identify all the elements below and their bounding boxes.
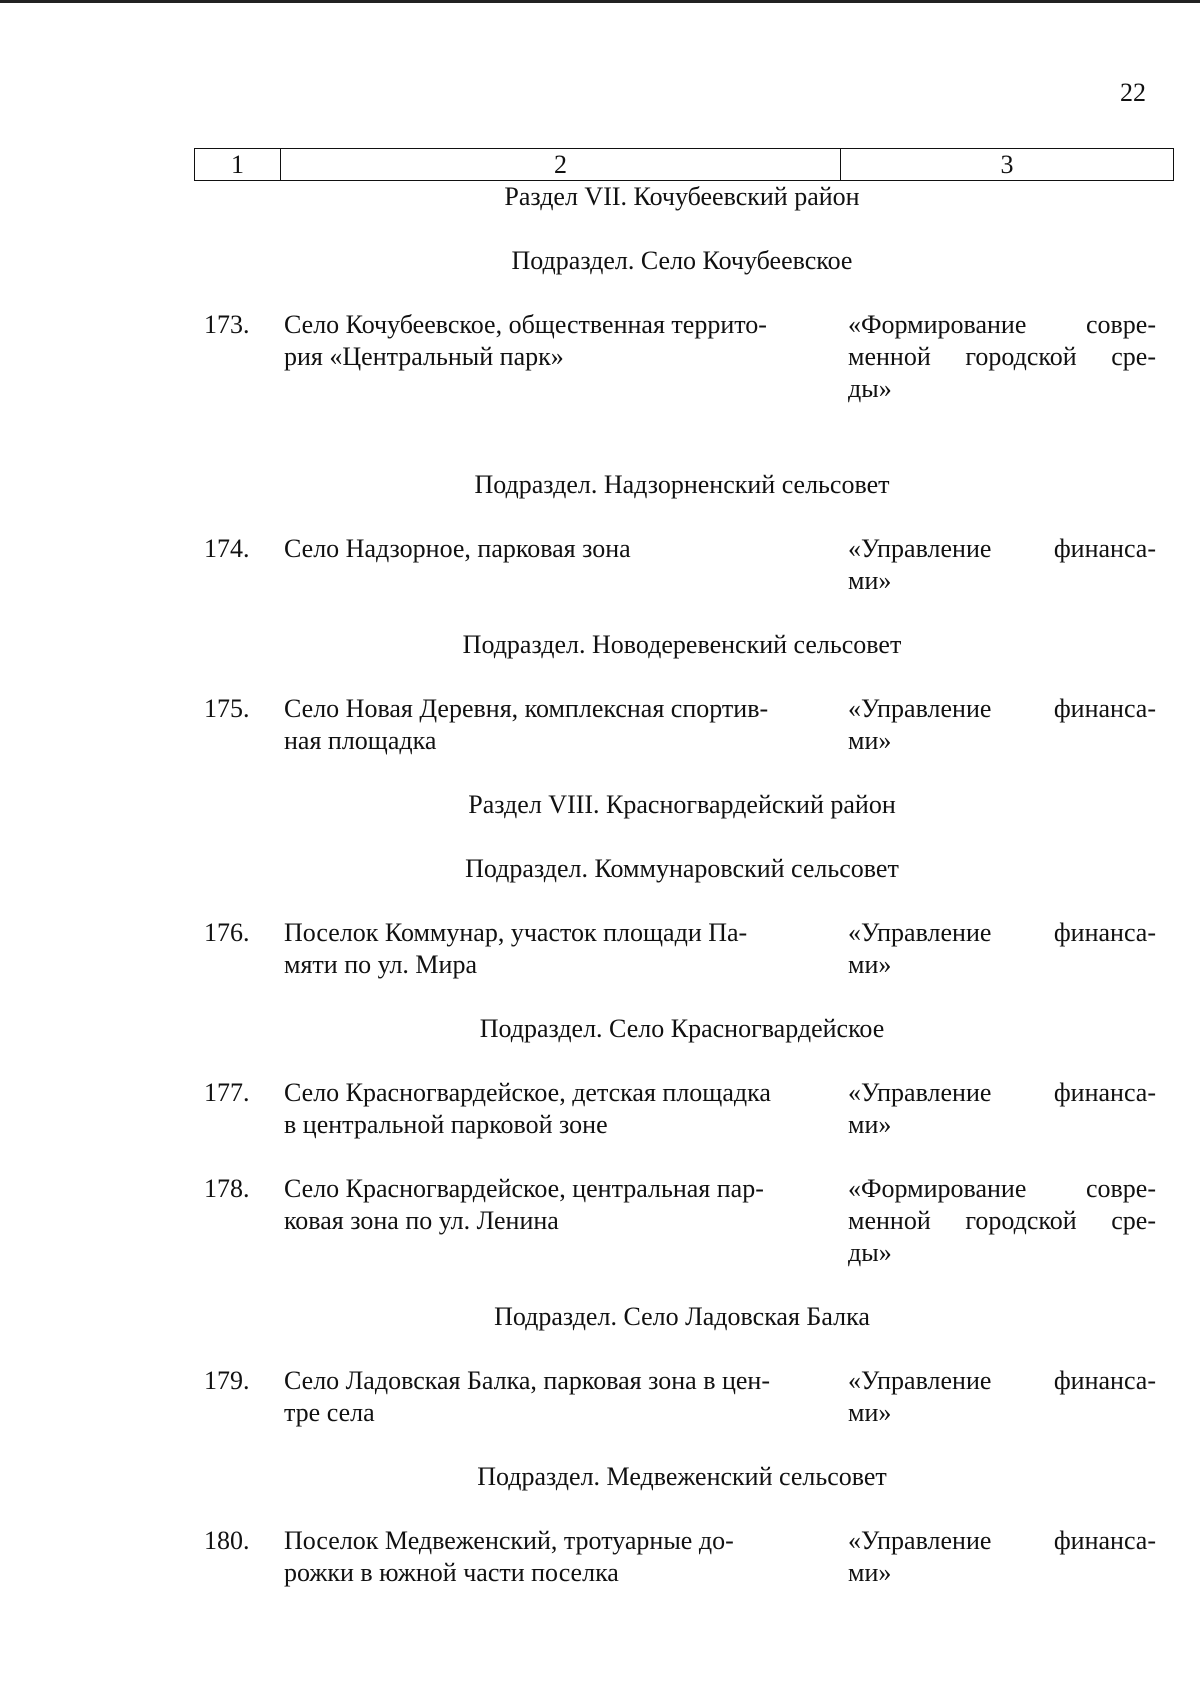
program-word: менной	[848, 1206, 931, 1235]
description-line: Село Кочубеевское, общественная террито-	[284, 310, 767, 339]
program-word: ды»	[848, 1238, 892, 1267]
description-line: ная площадка	[284, 726, 437, 755]
item-number: 177.	[204, 1078, 250, 1107]
program-word: ми»	[848, 1110, 892, 1139]
program-name	[848, 917, 1156, 981]
program-word: «Формирование	[848, 310, 1027, 339]
program-name	[848, 533, 1156, 597]
program-word: финанса-	[1053, 1366, 1156, 1395]
description-line: рия «Центральный парк»	[284, 342, 564, 371]
subsection-heading: Подраздел. Коммунаровский сельсовет	[465, 854, 899, 883]
program-word: «Управление	[848, 1366, 992, 1395]
item-description	[284, 533, 834, 565]
item-number: 176.	[204, 918, 250, 947]
program-word: финанса-	[1053, 694, 1156, 723]
description-line: Поселок Медвеженский, тротуарные до-	[284, 1526, 734, 1555]
description-line: рожки в южной части поселка	[284, 1558, 619, 1587]
description-line: Село Красногвардейское, центральная пар-	[284, 1174, 764, 1203]
program-word: ми»	[848, 1558, 892, 1587]
section-heading: Раздел VII. Кочубеевский район	[504, 182, 860, 211]
subsection-heading: Подраздел. Новодеревенский сельсовет	[462, 630, 902, 659]
description-line: Село Новая Деревня, комплексная спортив-	[284, 694, 769, 723]
item-description	[284, 917, 834, 981]
description-line: ковая зона по ул. Ленина	[284, 1206, 559, 1235]
program-name	[848, 1365, 1156, 1429]
program-word: «Управление	[848, 694, 992, 723]
item-description	[284, 693, 834, 757]
page-number: 22	[1120, 78, 1146, 107]
program-word: ми»	[848, 566, 892, 595]
description-line: Село Ладовская Балка, парковая зона в цен-	[284, 1366, 771, 1395]
program-word: «Управление	[848, 1526, 992, 1555]
program-name	[848, 1077, 1156, 1141]
program-word: ми»	[848, 726, 892, 755]
program-word: «Управление	[848, 1078, 992, 1107]
program-word: городской	[965, 342, 1077, 371]
column-header-2: 2	[281, 149, 841, 181]
program-word: менной	[848, 342, 931, 371]
subsection-heading: Подраздел. Надзорненский сельсовет	[474, 470, 890, 499]
program-word: финанса-	[1053, 1526, 1156, 1555]
item-description	[284, 1365, 834, 1429]
program-word: ми»	[848, 1398, 892, 1427]
section-heading: Раздел VIII. Красногвардейский район	[468, 790, 896, 819]
program-word: финанса-	[1053, 1078, 1156, 1107]
item-number: 174.	[204, 534, 250, 563]
description-line: Село Красногвардейское, детская площадка	[284, 1078, 771, 1107]
program-name	[848, 1173, 1156, 1269]
program-word: финанса-	[1053, 534, 1156, 563]
program-word: городской	[965, 1206, 1077, 1235]
subsection-heading: Подраздел. Медвеженский сельсовет	[477, 1462, 887, 1491]
program-word: «Управление	[848, 918, 992, 947]
program-word: ды»	[848, 374, 892, 403]
program-word: сре-	[1111, 1206, 1156, 1235]
program-name	[848, 693, 1156, 757]
item-number: 178.	[204, 1174, 250, 1203]
subsection-heading: Подраздел. Село Ладовская Балка	[494, 1302, 870, 1331]
description-line: мяти по ул. Мира	[284, 950, 478, 979]
program-word: сре-	[1111, 342, 1156, 371]
program-word: финанса-	[1053, 918, 1156, 947]
item-description	[284, 1173, 834, 1237]
program-word: ми»	[848, 950, 892, 979]
subsection-heading: Подраздел. Село Красногвардейское	[479, 1014, 885, 1043]
program-word: совре-	[1085, 1174, 1156, 1203]
program-word: «Формирование	[848, 1174, 1027, 1203]
item-number: 180.	[204, 1526, 250, 1555]
item-number: 175.	[204, 694, 250, 723]
description-line: в центральной парковой зоне	[284, 1110, 608, 1139]
item-number: 173.	[204, 310, 250, 339]
program-word: «Управление	[848, 534, 992, 563]
column-header-1: 1	[195, 149, 281, 181]
item-description	[284, 1525, 834, 1589]
item-description	[284, 1077, 834, 1141]
program-name	[848, 1525, 1156, 1589]
subsection-heading: Подраздел. Село Кочубеевское	[511, 246, 853, 275]
program-word: совре-	[1085, 310, 1156, 339]
description-line: Село Надзорное, парковая зона	[284, 534, 631, 563]
description-line: Поселок Коммунар, участок площади Па-	[284, 918, 748, 947]
item-number: 179.	[204, 1366, 250, 1395]
column-header-3: 3	[841, 149, 1174, 181]
item-description	[284, 309, 834, 373]
description-line: тре села	[284, 1398, 375, 1427]
program-name	[848, 309, 1156, 405]
